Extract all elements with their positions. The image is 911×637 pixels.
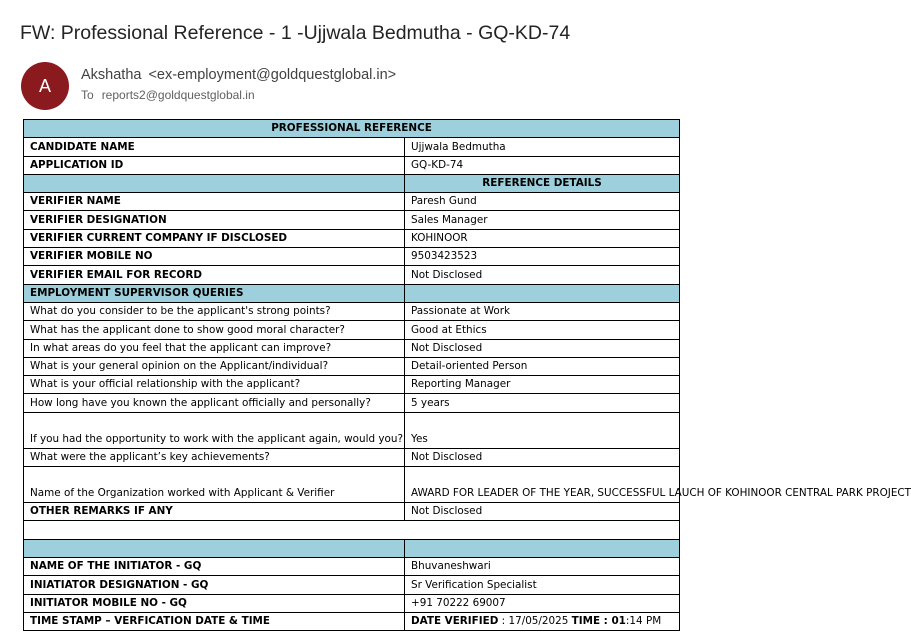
to-label: To	[81, 88, 94, 102]
table-row	[24, 138, 680, 156]
remarks-label: OTHER REMARKS IF ANY	[24, 503, 405, 521]
timestamp-label: TIME STAMP – VERFICATION DATE & TIME	[24, 612, 405, 630]
query-question: How long have you known the applicant officially and personally?	[24, 394, 405, 412]
table-row	[24, 467, 680, 503]
table-row	[24, 557, 680, 575]
blank-cell	[24, 539, 405, 557]
table-row	[24, 266, 680, 284]
initiator-label: INITIATOR MOBILE NO - GQ	[24, 594, 405, 612]
table-row	[24, 174, 680, 192]
table-row	[24, 156, 680, 174]
table-row	[24, 229, 680, 247]
query-answer: Not Disclosed	[405, 448, 680, 466]
verifier-label: VERIFIER EMAIL FOR RECORD	[24, 266, 405, 284]
query-question: What do you consider to be the applicant's strong points?	[24, 302, 405, 320]
table-row	[24, 448, 680, 466]
blank-cell	[24, 521, 680, 539]
reference-details-header: REFERENCE DETAILS	[405, 174, 680, 192]
candidate-name-label: CANDIDATE NAME	[24, 138, 405, 156]
query-question: What were the applicant’s key achievements?	[24, 448, 405, 466]
verifier-value: Not Disclosed	[405, 266, 680, 284]
sender-name[interactable]: Akshatha	[81, 67, 142, 83]
table-row	[24, 412, 680, 448]
table-title: PROFESSIONAL REFERENCE	[24, 120, 680, 138]
query-answer: Passionate at Work	[405, 302, 680, 320]
verifier-value: Sales Manager	[405, 211, 680, 229]
table-row	[24, 339, 680, 357]
table-row	[24, 120, 680, 138]
query-question: In what areas do you feel that the applicant can improve?	[24, 339, 405, 357]
date-verified-value: : 17/05/2025	[498, 615, 572, 628]
query-answer: Reporting Manager	[405, 376, 680, 394]
table-row	[24, 576, 680, 594]
time-label: TIME : 01	[571, 615, 626, 628]
sender-avatar[interactable]: A	[21, 62, 69, 110]
query-question: What is your general opinion on the Applicant/individual?	[24, 357, 405, 375]
table-row	[24, 211, 680, 229]
table-row	[24, 357, 680, 375]
verifier-value: 9503423523	[405, 248, 680, 266]
table-row	[24, 394, 680, 412]
query-answer: Not Disclosed	[405, 339, 680, 357]
verifier-label: VERIFIER MOBILE NO	[24, 248, 405, 266]
date-verified-label: DATE VERIFIED	[411, 615, 499, 628]
blank-cell	[405, 539, 680, 557]
query-question: What is your official relationship with the applicant?	[24, 376, 405, 394]
query-answer: AWARD FOR LEADER OF THE YEAR, SUCCESSFUL LAUCH OF KOHINOOR CENTRAL PARK PROJECT	[405, 467, 680, 503]
application-id-value: GQ-KD-74	[405, 156, 680, 174]
table-row	[24, 302, 680, 320]
table-row	[24, 248, 680, 266]
blank-cell	[405, 284, 680, 302]
queries-header: EMPLOYMENT SUPERVISOR QUERIES	[24, 284, 405, 302]
query-question: Name of the Organization worked with Applicant & Verifier	[24, 467, 405, 503]
table-row	[24, 193, 680, 211]
query-answer: Good at Ethics	[405, 321, 680, 339]
time-value: :14 PM	[625, 615, 662, 628]
query-question: What has the applicant done to show good moral character?	[24, 321, 405, 339]
recipient-line	[81, 88, 255, 102]
verifier-value: KOHINOOR	[405, 229, 680, 247]
table-row	[24, 612, 680, 630]
query-answer: Yes	[405, 412, 680, 448]
sender-email[interactable]: <ex-employment@goldquestglobal.in>	[148, 67, 397, 83]
verifier-label: VERIFIER NAME	[24, 193, 405, 211]
query-answer: 5 years	[405, 394, 680, 412]
blank-cell	[24, 174, 405, 192]
candidate-name-value: Ujjwala Bedmutha	[405, 138, 680, 156]
reference-table	[23, 119, 911, 631]
query-question: If you had the opportunity to work with the applicant again, would you?	[24, 412, 405, 448]
timestamp-value	[405, 612, 680, 630]
initiator-value: Sr Verification Specialist	[405, 576, 680, 594]
table-row	[24, 321, 680, 339]
email-subject: FW: Professional Reference - 1 -Ujjwala Bedmutha - GQ-KD-74	[20, 22, 571, 44]
table-row	[24, 376, 680, 394]
application-id-label: APPLICATION ID	[24, 156, 405, 174]
table-row	[24, 521, 680, 539]
query-answer: Detail-oriented Person	[405, 357, 680, 375]
table-row	[24, 539, 680, 557]
initiator-label: INIATIATOR DESIGNATION - GQ	[24, 576, 405, 594]
table-row	[24, 594, 680, 612]
sender-line	[81, 67, 396, 83]
initiator-value: Bhuvaneshwari	[405, 557, 680, 575]
verifier-label: VERIFIER DESIGNATION	[24, 211, 405, 229]
verifier-value: Paresh Gund	[405, 193, 680, 211]
table-row	[24, 503, 680, 521]
verifier-label: VERIFIER CURRENT COMPANY IF DISCLOSED	[24, 229, 405, 247]
initiator-label: NAME OF THE INITIATOR - GQ	[24, 557, 405, 575]
recipient-address[interactable]: reports2@goldquestglobal.in	[101, 88, 255, 102]
remarks-value: Not Disclosed	[405, 503, 680, 521]
initiator-value: +91 70222 69007	[405, 594, 680, 612]
table-row	[24, 284, 680, 302]
